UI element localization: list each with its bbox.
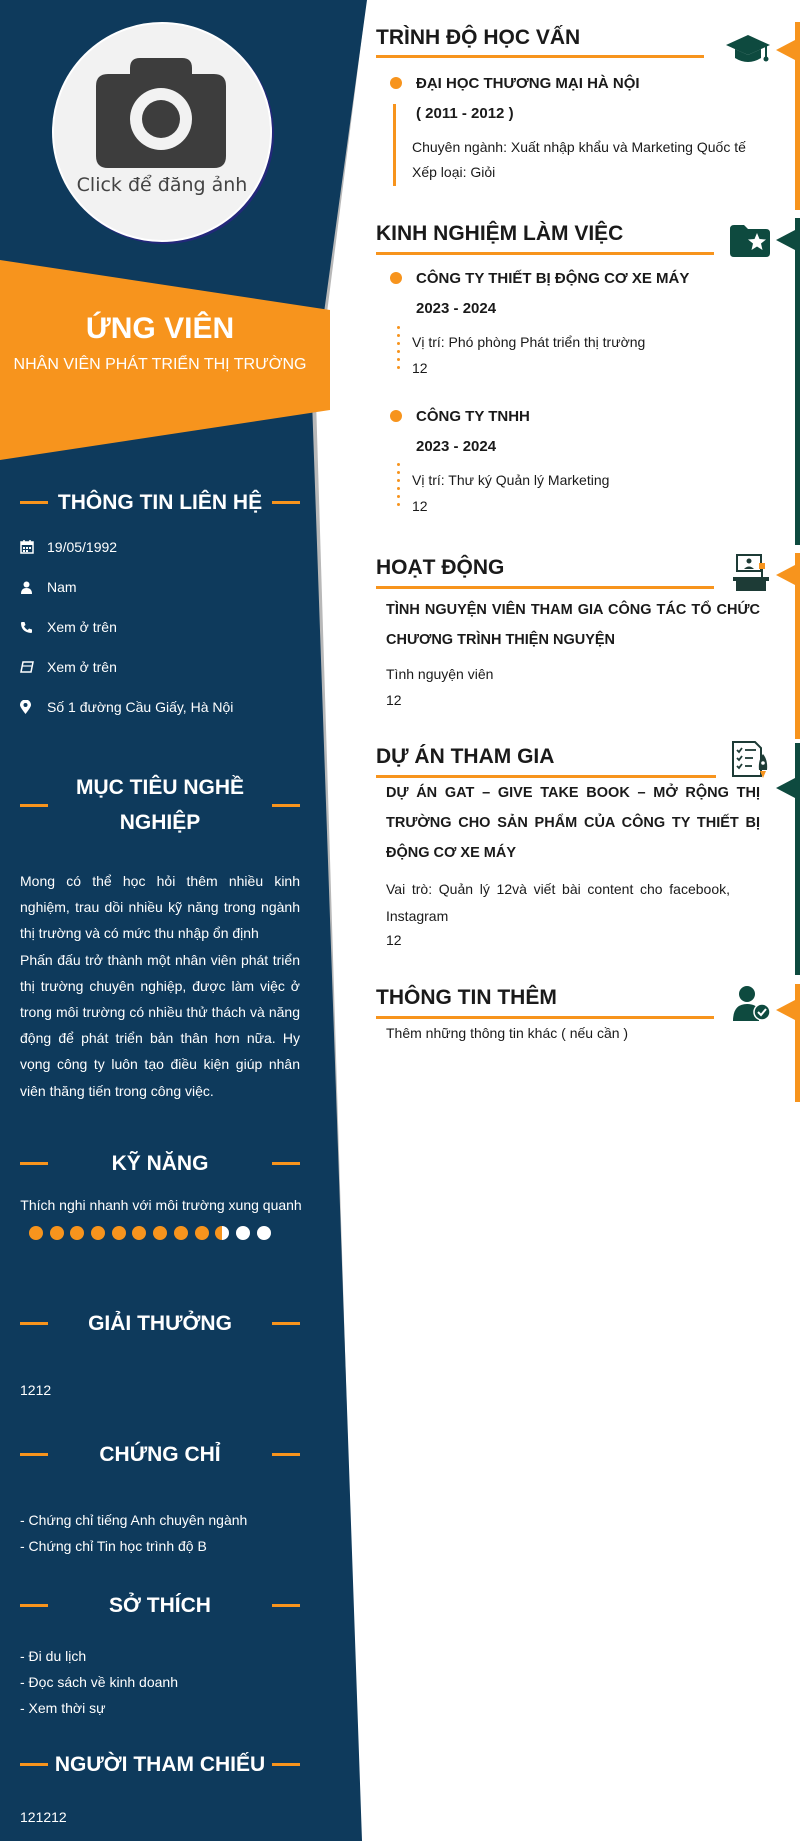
heading-dash (272, 1453, 300, 1456)
user-check-icon (733, 985, 771, 1021)
skill-rating-dot (236, 1226, 250, 1240)
awards-section-heading (20, 1306, 300, 1341)
camera-icon (96, 54, 226, 169)
education-major: Chuyên ngành: Xuất nhập khẩu và Marketing Quốc tế (412, 139, 746, 155)
section-side-bar (795, 22, 800, 210)
education-heading: TRÌNH ĐỘ HỌC VẤN (376, 26, 581, 49)
objective-heading-line1: MỤC TIÊU NGHỀ (76, 776, 244, 799)
objective-heading-text (48, 770, 272, 840)
avatar-upload[interactable] (52, 22, 272, 242)
extra-info-heading: THÔNG TIN THÊM (376, 986, 557, 1009)
experience-position: Vị trí: Thư ký Quản lý Marketing (412, 472, 610, 488)
calendar-icon (20, 540, 34, 554)
experience-note: 12 (412, 498, 428, 514)
activities-heading: HOẠT ĐỘNG (376, 556, 505, 579)
avatar-upload-label: Click để đăng ảnh (76, 174, 248, 196)
awards-heading-text: GIẢI THƯỞNG (88, 1312, 232, 1335)
contact-gender-value: Nam (47, 579, 77, 595)
email-icon (20, 661, 34, 673)
skill-rating-dot (29, 1226, 43, 1240)
contact-section-heading (20, 485, 300, 520)
heading-dash (272, 804, 300, 807)
certificate-item: - Chứng chỉ tiếng Anh chuyên ngành (20, 1512, 248, 1528)
certificates-list (20, 1507, 300, 1559)
skill-rating-dot (112, 1226, 126, 1240)
section-side-marker (776, 230, 795, 250)
heading-dash (20, 1453, 48, 1456)
timeline-dotted-line (397, 326, 400, 374)
section-side-marker (776, 565, 795, 585)
contact-phone (20, 616, 310, 638)
contact-birthday (20, 536, 310, 558)
objective-paragraph: Mong có thể học hỏi thêm nhiều kinh nghiệm, trau dồi nhiều kỹ năng trong ngành thị trường và có mức thu nhập ổn định (20, 873, 300, 942)
skill-rating-dot (91, 1226, 105, 1240)
experience-years: 2023 - 2024 (416, 438, 497, 455)
heading-dash (272, 501, 300, 504)
education-school: ĐẠI HỌC THƯƠNG MẠI HÀ NỘI (416, 75, 640, 92)
heading-underline (376, 586, 714, 589)
section-side-bar (795, 984, 800, 1102)
experience-position: Vị trí: Phó phòng Phát triển thị trường (412, 334, 646, 350)
heading-dash (272, 1604, 300, 1607)
contact-gender (20, 576, 310, 598)
checklist-rocket-icon (731, 740, 771, 780)
projects-heading: DỰ ÁN THAM GIA (376, 745, 555, 768)
activity-title: TÌNH NGUYỆN VIÊN THAM GIA CÔNG TÁC TỔ CHỨC CHƯƠNG TRÌNH THIỆN NGUYỆN (386, 602, 760, 648)
heading-dash (20, 804, 48, 807)
section-side-marker (776, 1000, 795, 1020)
skill-rating-dot (257, 1226, 271, 1240)
objective-paragraph: Phấn đấu trở thành một nhân viên phát triển thị trường chuyên nghiệp, được làm việc ở trong môi trường có nhiều thử thách và năng động để phát triển bản thân hơn nữa. Hy vọng công ty luôn tạo điều kiện giúp nhân viên thăng tiến trong công việc. (20, 951, 300, 1099)
skill-rating-dot (174, 1226, 188, 1240)
skill-rating (29, 1226, 277, 1240)
extra-info-text: Thêm những thông tin khác ( nếu cần ) (386, 1025, 629, 1041)
contact-email-value: Xem ở trên (47, 659, 117, 675)
hobbies-section-heading (20, 1588, 300, 1623)
heading-dash (20, 1763, 48, 1766)
contact-birthday-value: 19/05/1992 (47, 539, 118, 555)
phone-icon (20, 621, 33, 634)
experience-note: 12 (412, 360, 428, 376)
section-side-bar (795, 553, 800, 739)
section-side-marker (776, 40, 795, 60)
skills-heading-text: KỸ NĂNG (111, 1152, 209, 1175)
graduation-cap-icon (726, 33, 770, 65)
objective-heading-line2: NGHIỆP (119, 811, 201, 834)
timeline-bullet (390, 410, 402, 422)
skill-rating-dot (195, 1226, 209, 1240)
section-side-marker (776, 778, 795, 798)
heading-underline (376, 252, 714, 255)
skill-rating-dot (50, 1226, 64, 1240)
activity-note: 12 (386, 692, 402, 708)
folder-star-icon (730, 225, 770, 257)
references-section-heading (20, 1747, 300, 1782)
skill-name: Thích nghi nhanh với môi trường xung quanh (20, 1197, 302, 1213)
hobbies-list (20, 1643, 300, 1721)
experience-heading: KINH NGHIỆM LÀM VIỆC (376, 222, 624, 245)
objective-section-heading (20, 770, 300, 840)
skill-rating-dot (215, 1226, 229, 1240)
experience-years: 2023 - 2024 (416, 300, 497, 317)
heading-underline (376, 1016, 714, 1019)
references-text: 121212 (20, 1809, 67, 1825)
skills-section-heading (20, 1146, 300, 1181)
certificate-item: - Chứng chỉ Tin học trình độ B (20, 1538, 207, 1554)
timeline-bullet (390, 77, 402, 89)
contact-heading-text: THÔNG TIN LIÊN HỆ (57, 491, 263, 514)
hobby-item: - Đọc sách về kinh doanh (20, 1674, 178, 1690)
skill-rating-dot (70, 1226, 84, 1240)
hobby-item: - Đi du lịch (20, 1648, 87, 1664)
activity-role: Tình nguyện viên (386, 666, 494, 682)
heading-dash (20, 501, 48, 504)
contact-phone-value: Xem ở trên (47, 619, 117, 635)
project-note: 12 (386, 932, 402, 948)
skill-rating-dot (132, 1226, 146, 1240)
project-role: Vai trò: Quản lý 12và viết bài content cho facebook, Instagram (386, 881, 730, 924)
contact-address (20, 696, 310, 718)
education-grade: Xếp loại: Giỏi (412, 164, 496, 180)
certificates-heading-text: CHỨNG CHỈ (99, 1443, 221, 1466)
candidate-job-title: NHÂN VIÊN PHÁT TRIỂN THỊ TRƯỜNG (13, 356, 307, 373)
education-years: ( 2011 - 2012 ) (416, 105, 514, 122)
references-heading-text: NGƯỜI THAM CHIẾU (54, 1753, 266, 1776)
left-column (0, 0, 330, 1841)
hobbies-heading-text: SỞ THÍCH (109, 1594, 211, 1617)
user-icon (20, 581, 33, 594)
heading-dash (20, 1604, 48, 1607)
experience-company: CÔNG TY TNHH (416, 408, 530, 425)
section-side-bar (795, 743, 800, 975)
heading-underline (376, 55, 704, 58)
skill-rating-dot (153, 1226, 167, 1240)
podium-icon (733, 553, 769, 591)
heading-dash (20, 1322, 48, 1325)
contact-email (20, 656, 310, 678)
timeline-dotted-line (397, 463, 400, 511)
timeline-line (393, 104, 396, 186)
contact-address-value: Số 1 đường Cầu Giấy, Hà Nội (47, 699, 234, 715)
heading-dash (272, 1763, 300, 1766)
hobby-item: - Xem thời sự (20, 1700, 106, 1716)
heading-dash (20, 1162, 48, 1165)
location-pin-icon (20, 700, 31, 714)
certificates-section-heading (20, 1437, 300, 1472)
awards-text: 1212 (20, 1382, 52, 1398)
candidate-name: ỨNG VIÊN (85, 312, 235, 345)
section-side-bar (795, 218, 800, 545)
heading-dash (272, 1322, 300, 1325)
project-title: DỰ ÁN GAT – GIVE TAKE BOOK – MỞ RỘNG THỊ TRƯỜNG CHO SẢN PHẨM CỦA CÔNG TY THIẾT BỊ ĐỘNG CƠ XE MÁY (386, 785, 760, 861)
experience-company: CÔNG TY THIẾT BỊ ĐỘNG CƠ XE MÁY (416, 270, 690, 287)
timeline-bullet (390, 272, 402, 284)
heading-dash (272, 1162, 300, 1165)
objective-text (20, 868, 300, 1104)
